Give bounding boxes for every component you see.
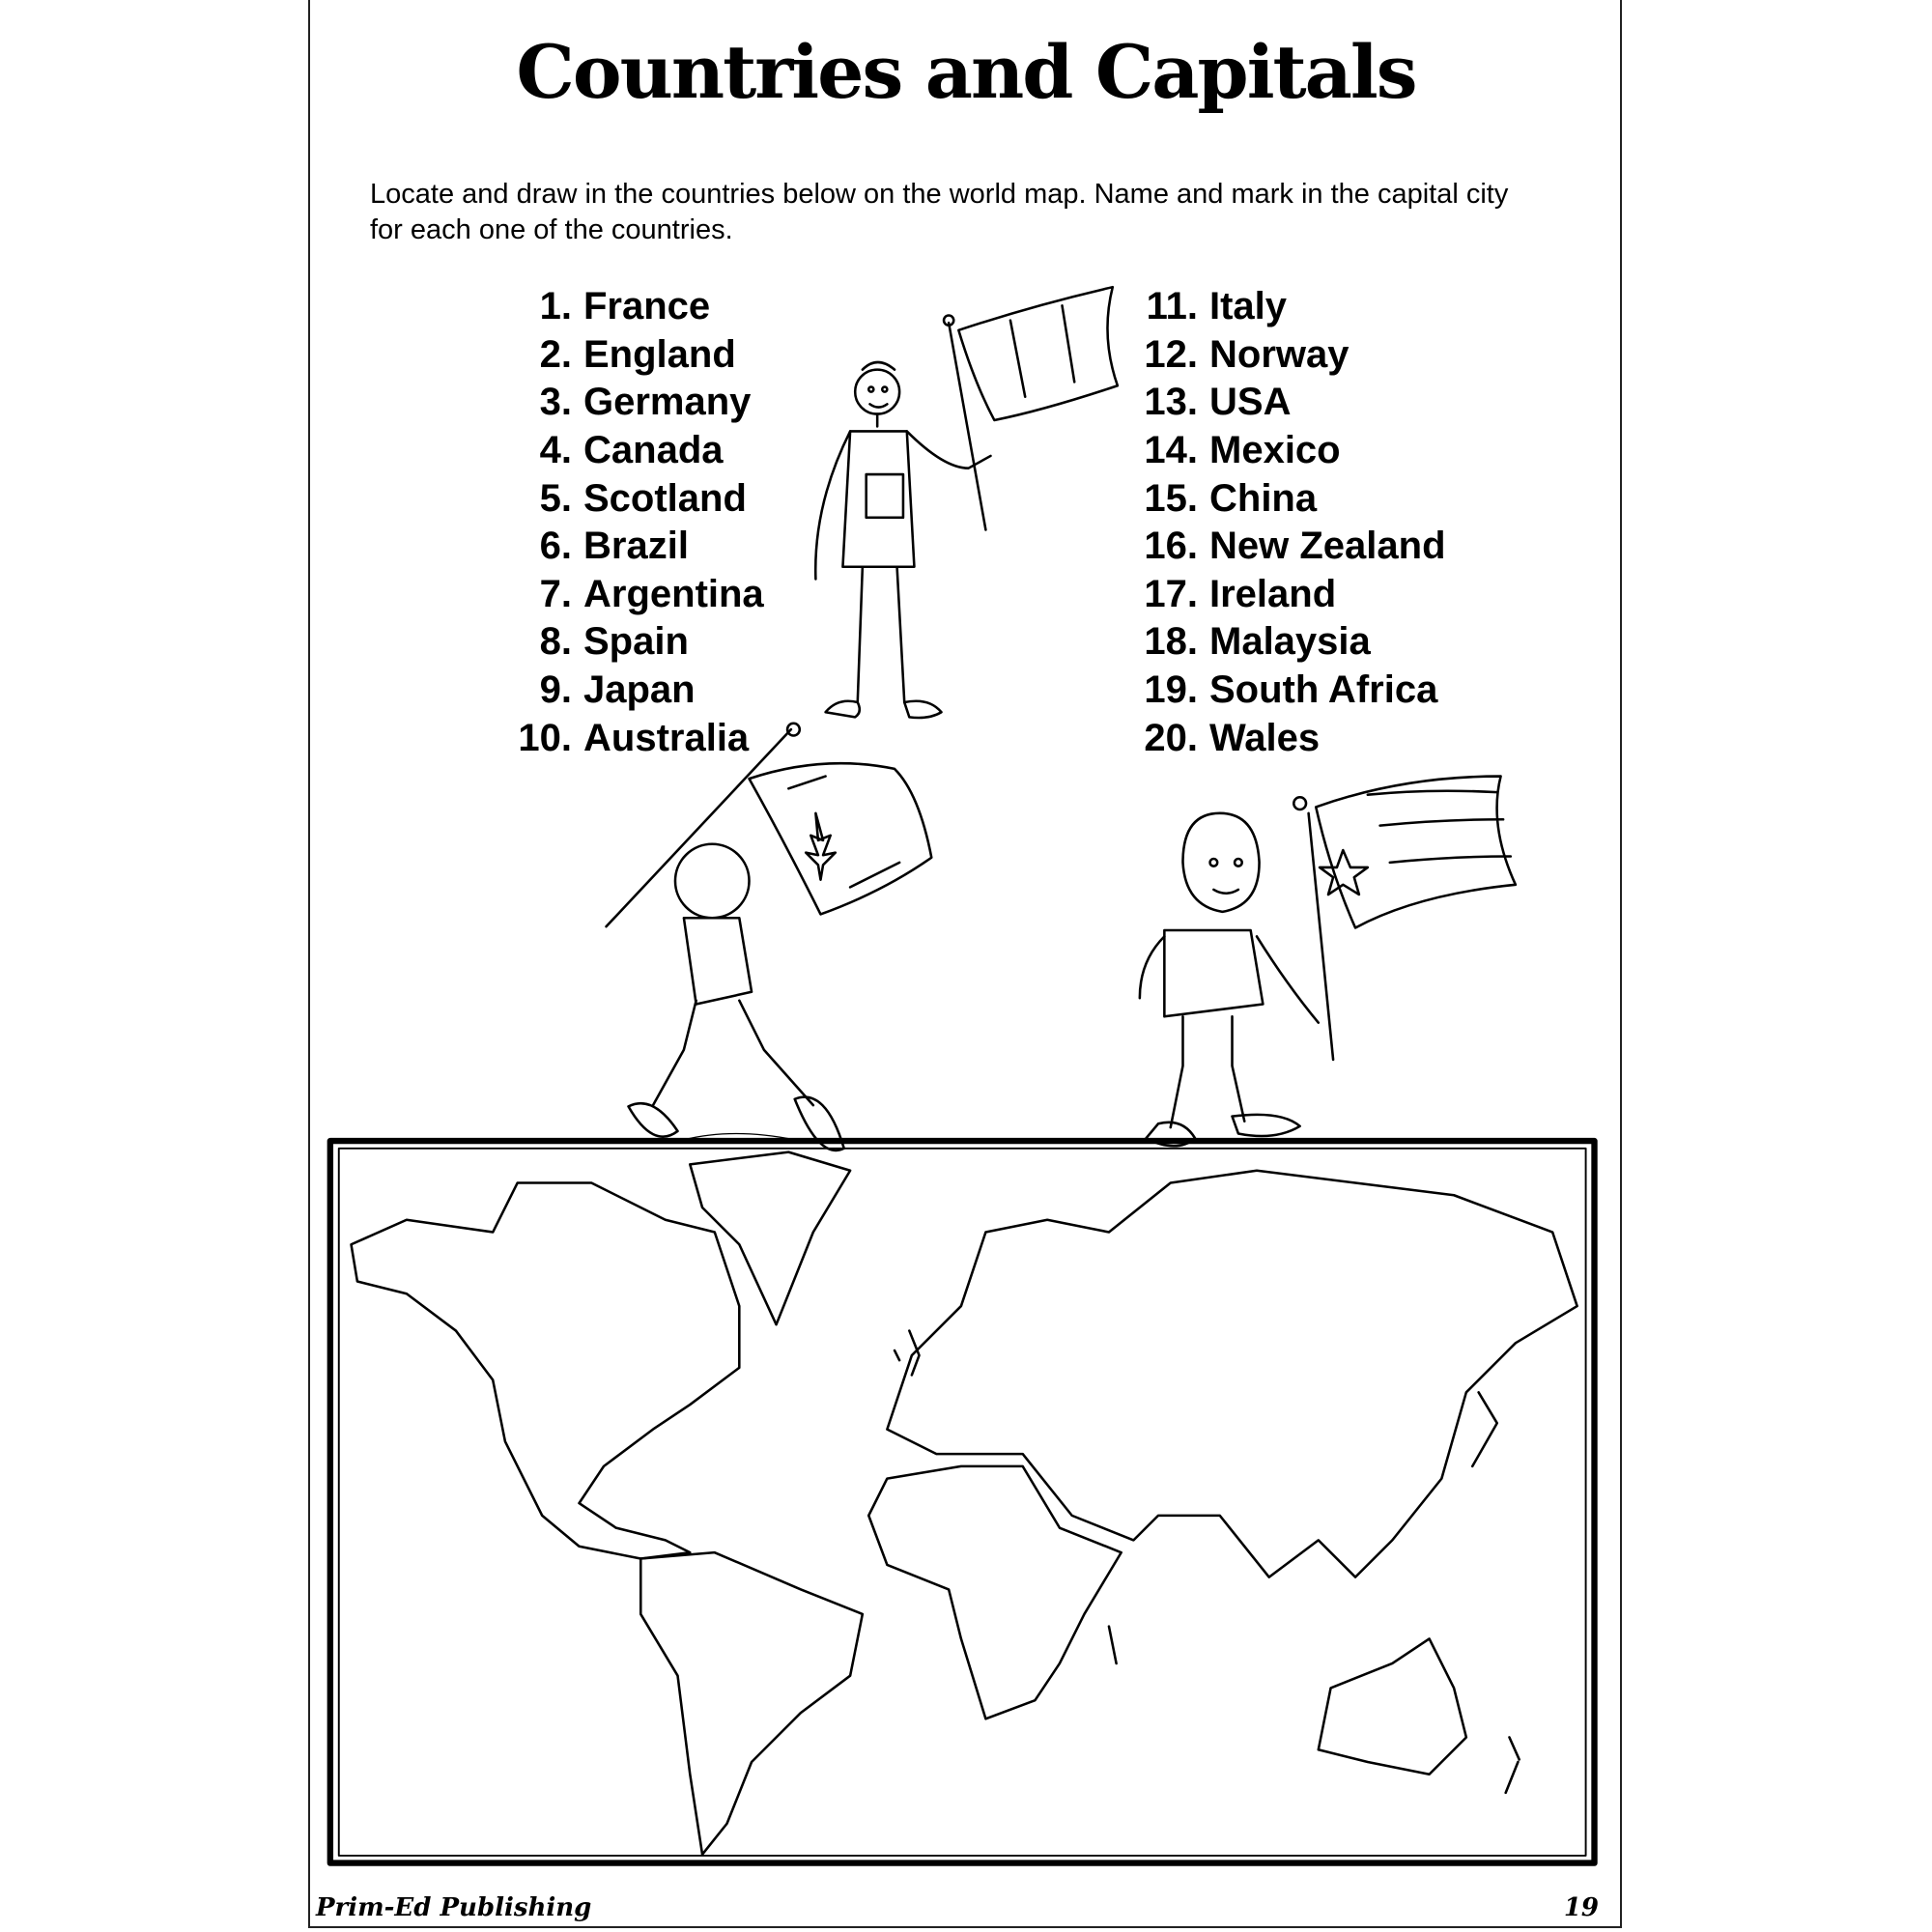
page-title: Countries and Capitals: [516, 29, 1416, 115]
south-america: [640, 1552, 863, 1855]
country-name: New Zealand: [1209, 525, 1446, 568]
japan: [1472, 1392, 1497, 1466]
flag-canada: [750, 763, 932, 914]
maple-leaf-icon: [806, 813, 836, 880]
country-name: England: [583, 332, 736, 376]
country-name: Japan: [583, 668, 696, 712]
child-with-canada-flag-illustration: [607, 724, 932, 1151]
australia: [1319, 1638, 1466, 1774]
boy-with-flag-illustration: [815, 287, 1118, 718]
country-name: Brazil: [583, 525, 689, 568]
item-number: 3.: [539, 381, 572, 424]
country-name: Germany: [583, 381, 752, 424]
girl-with-flag-illustration: [1140, 777, 1516, 1147]
flag-italy: [958, 287, 1118, 420]
item-number: 20.: [1144, 716, 1198, 759]
world-map: [330, 1141, 1595, 1862]
country-name: South Africa: [1209, 668, 1438, 712]
country-name: Mexico: [1209, 429, 1341, 472]
item-number: 6.: [539, 525, 572, 568]
country-name: Australia: [583, 716, 750, 759]
africa: [868, 1466, 1121, 1719]
flag-cuba: [1316, 777, 1516, 928]
item-number: 9.: [539, 668, 572, 712]
country-name: Wales: [1209, 716, 1321, 759]
page-number: 19: [1563, 1893, 1599, 1922]
country-name: USA: [1209, 381, 1292, 424]
greenland: [690, 1152, 850, 1325]
item-number: 2.: [539, 332, 572, 376]
country-name: Malaysia: [1209, 620, 1371, 664]
item-number: 7.: [539, 572, 572, 615]
country-name: France: [583, 285, 711, 328]
item-number: 10.: [518, 716, 572, 759]
country-name: Ireland: [1209, 572, 1337, 615]
item-number: 8.: [539, 620, 572, 664]
country-name: Spain: [583, 620, 689, 664]
item-number: 1.: [539, 285, 572, 328]
star-icon: [1320, 850, 1368, 895]
instructions: Locate and draw in the countries below on the world map. Name and mark in the capital city for each one of the countries.: [370, 179, 1509, 245]
country-name: Italy: [1209, 285, 1288, 328]
madagascar: [1109, 1627, 1117, 1663]
item-number: 4.: [539, 429, 572, 472]
item-number: 5.: [539, 476, 572, 520]
item-number: 16.: [1144, 525, 1198, 568]
country-name: Norway: [1209, 332, 1350, 376]
north-america: [352, 1182, 740, 1558]
country-name: Scotland: [583, 476, 747, 520]
country-name: Canada: [583, 429, 724, 472]
country-name: Argentina: [583, 572, 764, 615]
publisher-footer: Prim-Ed Publishing: [316, 1893, 592, 1922]
item-number: 14.: [1144, 429, 1198, 472]
item-number: 15.: [1144, 476, 1198, 520]
item-number: 17.: [1144, 572, 1198, 615]
new-zealand: [1506, 1737, 1520, 1792]
item-number: 13.: [1144, 381, 1198, 424]
item-number: 11.: [1146, 285, 1198, 328]
item-number: 19.: [1144, 668, 1198, 712]
country-name: China: [1209, 476, 1318, 520]
eurasia: [887, 1171, 1577, 1577]
item-number: 12.: [1144, 332, 1198, 376]
item-number: 18.: [1144, 620, 1198, 664]
